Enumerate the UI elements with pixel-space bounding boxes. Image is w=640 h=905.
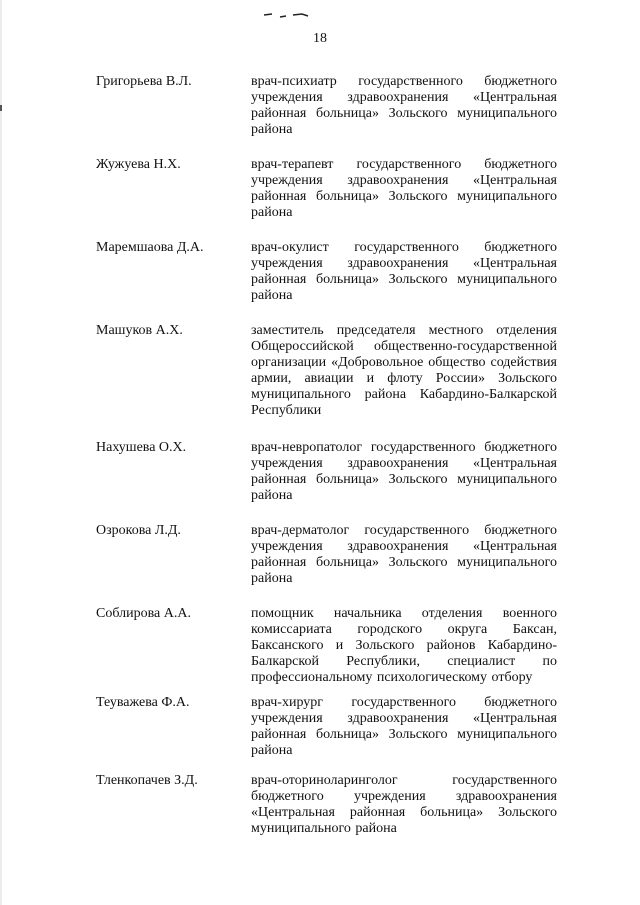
member-position: заместитель председателя местного отделения Общероссийской общественно-государственной организации «Добровольное общество содействия армии, авиации и флоту России» Зольского муниципального района Кабардино-Балкарской Республики [251,323,557,418]
scan-artifact-mark [262,8,312,20]
page-number: 18 [313,31,327,46]
member-position: врач-терапевт государственного бюджетного учреждения здравоохранения «Центральная районная больница» Зольского муниципального района [251,157,557,220]
member-name: Соблирова А.А. [96,606,191,621]
list-entry [96,440,558,504]
scan-edge [0,0,3,905]
member-name: Маремшаова Д.А. [96,240,204,255]
list-entry [96,523,558,587]
member-name: Жужуева Н.Х. [96,157,181,172]
member-name: Машуков А.Х. [96,323,183,338]
member-name: Озрокова Л.Д. [96,523,181,538]
member-name: Григорьева В.Л. [96,74,192,89]
member-position: врач-психиатр государственного бюджетного учреждения здравоохранения «Центральная районная больница» Зольского муниципального района [251,74,557,137]
member-position: врач-невропатолог государственного бюджетного учреждения здравоохранения «Центральная районная больница» Зольского муниципального района [251,440,557,503]
member-position: врач-окулист государственного бюджетного учреждения здравоохранения «Центральная районная больница» Зольского муниципального района [251,240,557,303]
list-entry [96,323,558,419]
member-position: помощник начальника отделения военного комиссариата городского округа Баксан, Баксанского и Зольского районов Кабардино-Балкарской Республики, специалист по профессиональному психологическому отбору [251,606,557,685]
list-entry [96,240,558,304]
list-entry [96,606,558,686]
list-entry [96,695,558,759]
list-entry [96,773,558,837]
member-list [96,74,558,856]
list-entry [96,157,558,221]
member-position: врач-хирург государственного бюджетного учреждения здравоохранения «Центральная районная больница» Зольского муниципального района [251,695,557,758]
member-position: врач-дерматолог государственного бюджетного учреждения здравоохранения «Центральная районная больница» Зольского муниципального района [251,523,557,586]
member-name: Тленкопачев З.Д. [96,773,198,788]
member-name: Нахушева О.Х. [96,440,187,455]
member-name: Теуважева Ф.А. [96,695,190,710]
member-position: врач-оториноларинголог государственного бюджетного учреждения здравоохранения «Центральная районная больница» Зольского муниципального района [251,773,557,836]
list-entry [96,74,558,138]
